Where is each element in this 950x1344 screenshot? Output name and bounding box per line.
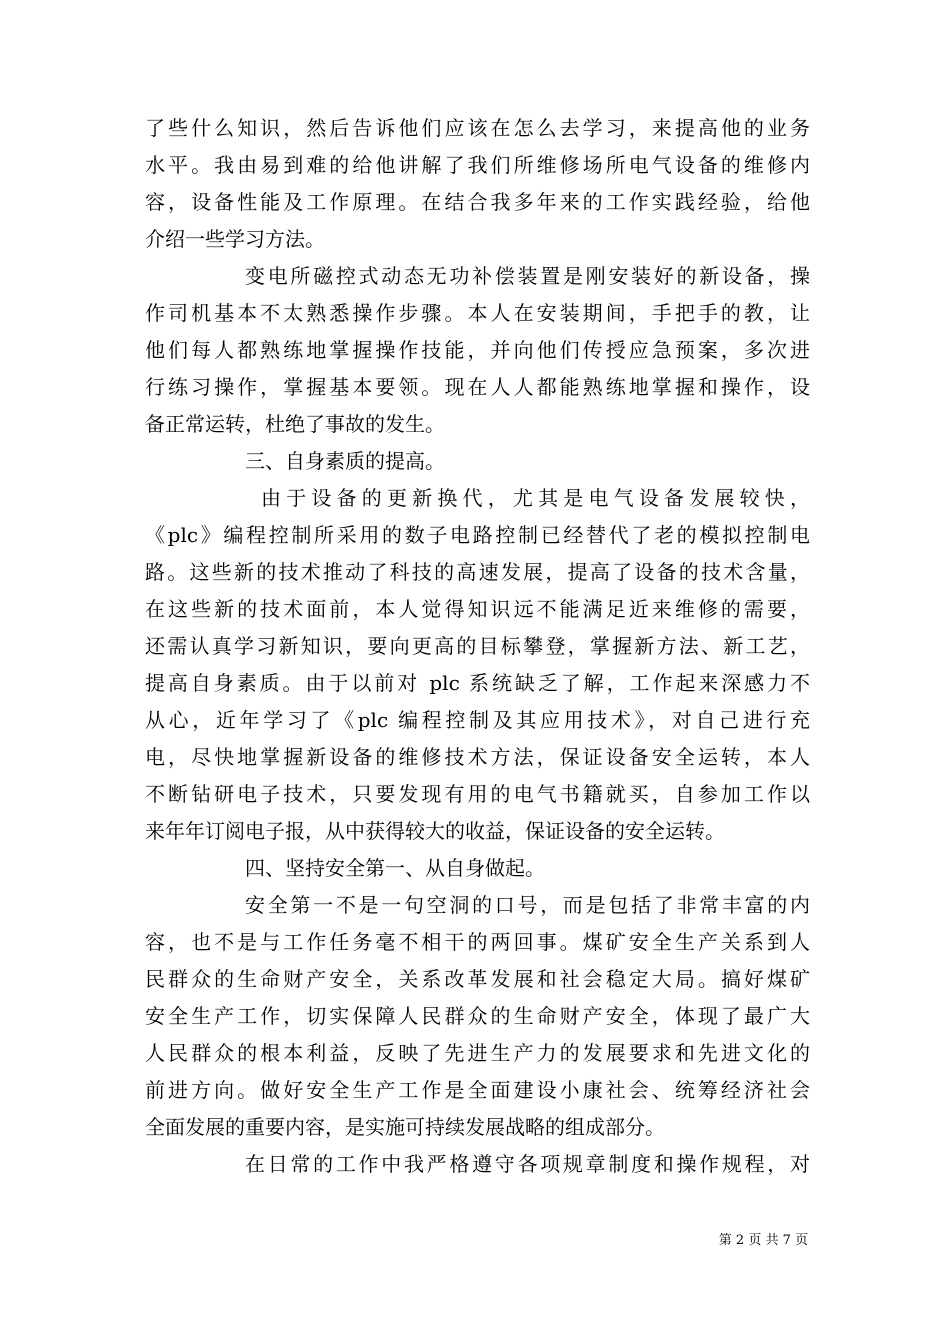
paragraph-start-line: 由于设备的更新换代，尤其是电气设备发展较快， <box>261 486 810 510</box>
paragraph-start-line: 安全第一不是一句空洞的口号，而是包括了非常丰富的内 <box>245 893 810 917</box>
text-line: 还需认真学习新知识，要向更高的目标攀登，掌握新方法、新工艺， <box>145 634 810 658</box>
text-line: 来年年订阅电子报，从中获得较大的收益，保证设备的安全运转。 <box>145 819 725 843</box>
body-text <box>145 110 810 1183</box>
text-line: 行练习操作，掌握基本要领。现在人人都能熟练地掌握和操作，设 <box>145 375 810 399</box>
text-line: 他们每人都熟练地掌握操作技能，并向他们传授应急预案，多次进 <box>145 338 810 362</box>
text-line: 人民群众的根本利益，反映了先进生产力的发展要求和先进文化的 <box>145 1041 810 1065</box>
section-heading-4: 四、坚持安全第一、从自身做起。 <box>245 856 545 880</box>
text-line: 安全生产工作，切实保障人民群众的生命财产安全，体现了最广大 <box>145 1004 810 1028</box>
text-line: 提高自身素质。由于以前对 plc 系统缺乏了解，工作起来深感力不 <box>145 671 810 695</box>
text-line: 备正常运转，杜绝了事故的发生。 <box>145 412 445 436</box>
text-line: 不断钻研电子技术，只要发现有用的电气书籍就买，自参加工作以 <box>145 782 810 806</box>
text-line: 路。这些新的技术推动了科技的高速发展，提高了设备的技术含量， <box>145 560 810 584</box>
text-line: 全面发展的重要内容，是实施可持续发展战略的组成部分。 <box>145 1115 665 1139</box>
text-line: 容，也不是与工作任务毫不相干的两回事。煤矿安全生产关系到人 <box>145 930 810 954</box>
text-line: 介绍一些学习方法。 <box>145 227 325 251</box>
page-number-footer: 第 2 页 共 7 页 <box>718 1233 808 1248</box>
text-line: 《plc》编程控制所采用的数子电路控制已经替代了老的模拟控制电 <box>145 523 810 547</box>
paragraph-start-line: 变电所磁控式动态无功补偿装置是刚安装好的新设备，操 <box>245 264 810 288</box>
section-heading-3: 三、自身素质的提高。 <box>245 449 445 473</box>
text-line: 在这些新的技术面前，本人觉得知识远不能满足近来维修的需要， <box>145 597 810 621</box>
text-line: 容，设备性能及工作原理。在结合我多年来的工作实践经验，给他 <box>145 190 810 214</box>
text-line: 从心，近年学习了《plc 编程控制及其应用技术》，对自己进行充 <box>145 708 810 732</box>
paragraph-start-line: 在日常的工作中我严格遵守各项规章制度和操作规程，对 <box>245 1152 810 1176</box>
text-line: 民群众的生命财产安全，关系改革发展和社会稳定大局。搞好煤矿 <box>145 967 810 991</box>
text-line: 作司机基本不太熟悉操作步骤。本人在安装期间，手把手的教，让 <box>145 301 810 325</box>
text-line: 电，尽快地掌握新设备的维修技术方法，保证设备安全运转，本人 <box>145 745 810 769</box>
text-line: 前进方向。做好安全生产工作是全面建设小康社会、统筹经济社会 <box>145 1078 810 1102</box>
text-line: 水平。我由易到难的给他讲解了我们所维修场所电气设备的维修内 <box>145 153 810 177</box>
text-line: 了些什么知识，然后告诉他们应该在怎么去学习，来提高他的业务 <box>145 116 810 140</box>
